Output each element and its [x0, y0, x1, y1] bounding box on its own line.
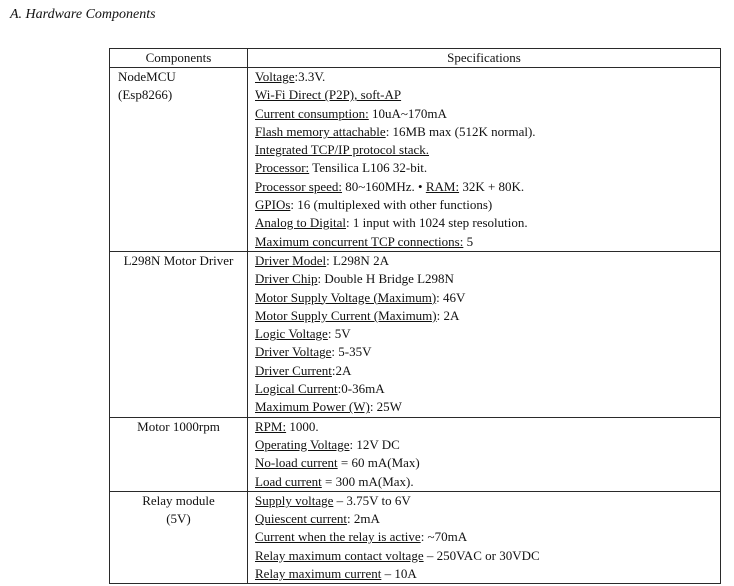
- spec-term: Wi-Fi Direct (P2P), soft-AP: [255, 87, 402, 103]
- spec-value: : 25W: [369, 399, 402, 415]
- component-cell: [110, 417, 248, 491]
- table-row: [110, 491, 721, 583]
- spec-term: Load current: [255, 473, 322, 489]
- spec-line: [255, 105, 714, 123]
- spec-line: [255, 252, 714, 270]
- spec-line: [255, 270, 714, 288]
- table-header-row: [110, 49, 721, 68]
- spec-term: Current consumption:: [255, 105, 369, 121]
- spec-value: 10uA~170mA: [368, 105, 447, 121]
- spec-line: [255, 159, 714, 177]
- spec-value: : 16MB max (512K normal).: [385, 123, 536, 139]
- spec-value: :2A: [331, 362, 352, 378]
- spec-term: Processor speed:: [255, 178, 343, 194]
- table-row: [110, 417, 721, 491]
- spec-term: Relay maximum contact voltage: [255, 547, 424, 563]
- spec-term: Maximum concurrent TCP connections:: [255, 233, 464, 249]
- spec-value: 1000.: [286, 418, 319, 434]
- spec-term: Logic Voltage: [255, 326, 328, 342]
- spec-term: Relay maximum current: [255, 566, 382, 582]
- component-cell: [110, 68, 248, 252]
- spec-term: Current when the relay is active: [255, 529, 421, 545]
- spec-value: = 300 mA(Max).: [321, 473, 414, 489]
- spec-value: – 250VAC or 30VDC: [423, 547, 540, 563]
- spec-value: : 12V DC: [349, 436, 400, 452]
- spec-term: RAM:: [425, 178, 460, 194]
- spec-line: [255, 68, 714, 86]
- spec-term: Driver Model: [255, 252, 327, 268]
- spec-term: Driver Voltage: [255, 344, 332, 360]
- spec-value: :3.3V.: [294, 69, 326, 84]
- spec-line: [255, 510, 714, 528]
- spec-term: RPM:: [255, 418, 287, 434]
- spec-line: [255, 307, 714, 325]
- spec-term: Supply voltage: [255, 492, 334, 508]
- table-row: [110, 68, 721, 252]
- spec-term: Processor:: [255, 160, 310, 176]
- spec-term: Motor Supply Current (Maximum): [255, 307, 437, 323]
- spec-line: [255, 343, 714, 361]
- spec-value: – 10A: [381, 566, 417, 582]
- component-name-line: (5V): [166, 511, 191, 527]
- section-heading: A. Hardware Components: [10, 7, 156, 22]
- spec-term: Motor Supply Voltage (Maximum): [255, 289, 437, 305]
- spec-line: [255, 398, 714, 416]
- spec-term: Driver Chip: [255, 271, 318, 287]
- spec-term: No-load current: [255, 455, 338, 471]
- spec-term: Logical Current: [255, 381, 338, 397]
- specifications-cell: [248, 491, 721, 583]
- component-name-line: Motor 1000rpm: [137, 418, 220, 434]
- spec-line: [255, 565, 714, 583]
- table-row: [110, 251, 721, 417]
- spec-value: 5: [463, 233, 474, 249]
- component-name-line: Relay module: [142, 492, 215, 508]
- spec-line: [255, 362, 714, 380]
- spec-line: [255, 233, 714, 251]
- spec-line: [255, 473, 714, 491]
- spec-term: Flash memory attachable: [255, 123, 386, 139]
- component-cell: [110, 491, 248, 583]
- component-cell: [110, 251, 248, 417]
- spec-term: Driver Current: [255, 362, 332, 378]
- component-name-line: L298N Motor Driver: [123, 252, 234, 268]
- spec-line: [255, 492, 714, 510]
- spec-term: Voltage: [255, 69, 295, 84]
- spec-line: [255, 196, 714, 214]
- spec-line: [255, 436, 714, 454]
- component-name-line: (Esp8266): [118, 87, 173, 103]
- spec-term: Operating Voltage: [255, 436, 350, 452]
- specifications-cell: [248, 251, 721, 417]
- table-body: [110, 68, 721, 584]
- spec-line: [255, 289, 714, 307]
- spec-value: : 2A: [436, 307, 460, 323]
- spec-value: : 16 (multiplexed with other functions): [290, 197, 493, 213]
- spec-value: : 1 input with 1024 step resolution.: [346, 215, 528, 231]
- spec-term: Integrated TCP/IP protocol stack.: [255, 142, 430, 158]
- spec-value: : L298N 2A: [326, 252, 389, 268]
- spec-value: = 60 mA(Max): [337, 455, 420, 471]
- spec-line: [255, 325, 714, 343]
- spec-line: [255, 214, 714, 232]
- header-components: Components: [110, 49, 248, 68]
- spec-value: : 2mA: [347, 511, 380, 527]
- spec-value: : 46V: [436, 289, 466, 305]
- component-name-line: NodeMCU: [118, 69, 176, 84]
- spec-value: – 3.75V to 6V: [333, 492, 411, 508]
- specifications-cell: [248, 417, 721, 491]
- spec-value: : Double H Bridge L298N: [317, 271, 454, 287]
- specifications-cell: [248, 68, 721, 252]
- spec-line: [255, 547, 714, 565]
- spec-line: [255, 123, 714, 141]
- spec-line: [255, 141, 714, 159]
- spec-line: [255, 418, 714, 436]
- spec-value: 32K + 80K.: [459, 178, 525, 194]
- spec-value: : ~70mA: [420, 529, 468, 545]
- spec-term: Maximum Power (W): [255, 399, 370, 415]
- spec-value: :0-36mA: [337, 381, 385, 397]
- header-specifications: Specifications: [248, 49, 721, 68]
- spec-line: [255, 528, 714, 546]
- spec-line: [255, 380, 714, 398]
- spec-line: [255, 178, 714, 196]
- hardware-components-table: [109, 48, 721, 584]
- spec-value: : 5-35V: [331, 344, 372, 360]
- spec-term: Analog to Digital: [255, 215, 346, 231]
- spec-value: : 5V: [327, 326, 351, 342]
- spec-value: 80~160MHz. •: [342, 178, 426, 194]
- spec-value: Tensilica L106 32-bit.: [309, 160, 428, 176]
- spec-line: [255, 454, 714, 472]
- spec-line: [255, 86, 714, 104]
- spec-term: Quiescent current: [255, 511, 348, 527]
- spec-term: GPIOs: [255, 197, 291, 213]
